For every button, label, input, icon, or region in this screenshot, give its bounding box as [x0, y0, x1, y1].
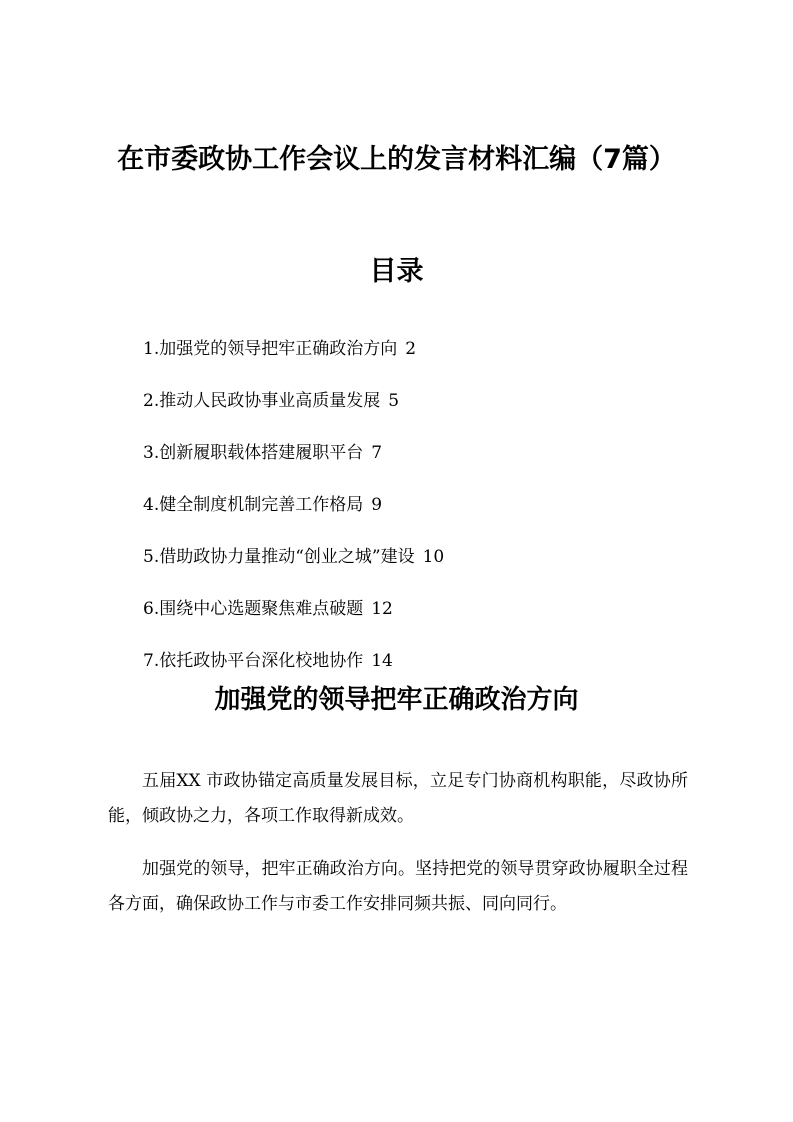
toc-item[interactable]	[143, 334, 444, 386]
toc-item-label: 1.加强党的领导把牢正确政治方向	[143, 339, 398, 359]
toc-item-page: 7	[371, 443, 383, 463]
toc-item-label: 7.依托政协平台深化校地协作	[143, 651, 364, 671]
toc-item-page: 14	[371, 651, 393, 671]
body-paragraph: 加强党的领导，把牢正确政治方向。坚持把党的领导贯穿政协履职全过程各方面，确保政协工作与市委工作安排同频共振、同向同行。	[108, 859, 688, 914]
body-paragraph: 五届XX 市政协锚定高质量发展目标，立足专门协商机构职能，尽政协所能，倾政协之力，各项工作取得新成效。	[108, 771, 688, 826]
toc-item-page: 10	[422, 547, 445, 567]
toc-item[interactable]	[143, 542, 444, 594]
toc-item-label: 6.围绕中心选题聚焦难点破题	[143, 599, 364, 619]
toc-item-page: 12	[371, 599, 393, 619]
toc-item[interactable]	[143, 490, 444, 542]
toc-item[interactable]	[143, 438, 444, 490]
toc-heading: 目录	[369, 256, 424, 287]
toc-item[interactable]	[143, 386, 444, 438]
toc-item-page: 2	[405, 339, 417, 359]
section-title: 加强党的领导把牢正确政治方向	[214, 685, 579, 715]
document-title: 在市委政协工作会议上的发言材料汇编（7篇）	[117, 144, 676, 175]
toc-item-label: 2.推动人民政协事业高质量发展	[143, 391, 381, 411]
toc-item-page: 9	[371, 495, 383, 515]
toc-item-label: 3.创新履职载体搭建履职平台	[143, 443, 364, 463]
toc-item-label: 4.健全制度机制完善工作格局	[143, 495, 364, 515]
toc-item[interactable]	[143, 594, 444, 646]
toc-item-label: 5.借助政协力量推动“创业之城”建设	[143, 547, 415, 567]
table-of-contents	[143, 334, 444, 698]
toc-item-page: 5	[388, 391, 400, 411]
